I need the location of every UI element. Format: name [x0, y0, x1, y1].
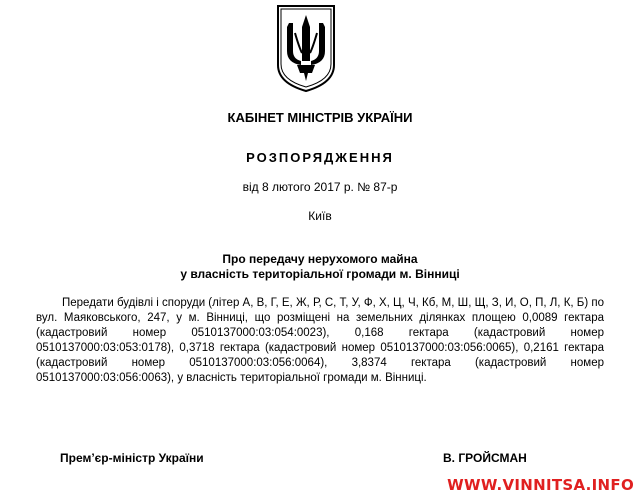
- signer-name: В. ГРОЙСМАН: [443, 451, 527, 465]
- body-paragraph: [36, 296, 604, 386]
- title-line-1: Про передачу нерухомого майна: [222, 252, 418, 266]
- site-watermark: WWW.VINNITSA.INFO: [447, 476, 634, 494]
- title-line-2: у власність територіальної громади м. Вінниці: [180, 267, 460, 281]
- city: Київ: [308, 209, 332, 223]
- body-text: Передати будівлі і споруди (літер А, В, Г, Е, Ж, Р, С, Т, У, Ф, Х, Ц, Ч, Кб, М, Ш, Щ, З, И, О, П, Л, К, Б) по вул. Маяковського, 247, у м. Вінниці, що розміщені на земельних ділянках площею 0,0089 гектара (кадастровий номер 0510137000:03:054:0023), 0,168 гектара (кадастровий номер 0510137000:03:053:0178), 0,3718 гектара (кадастровий номер 0510137000:03:056:0065), 0,2161 гектара (кадастровий номер 0510137000:03:056:0064), 3,8374 гектара (кадастровий номер 0510137000:03:056:0063), у власність територіальної громади м. Вінниці.: [36, 297, 604, 384]
- document-type: РОЗПОРЯДЖЕННЯ: [246, 150, 394, 165]
- signer-title: Прем’єр-міністр України: [60, 451, 204, 465]
- date-and-number: від 8 лютого 2017 р. № 87-р: [242, 180, 398, 194]
- organization-heading: КАБІНЕТ МІНІСТРІВ УКРАЇНИ: [227, 110, 413, 125]
- trident-coat-of-arms-icon: [275, 3, 337, 93]
- document-title: [0, 252, 640, 282]
